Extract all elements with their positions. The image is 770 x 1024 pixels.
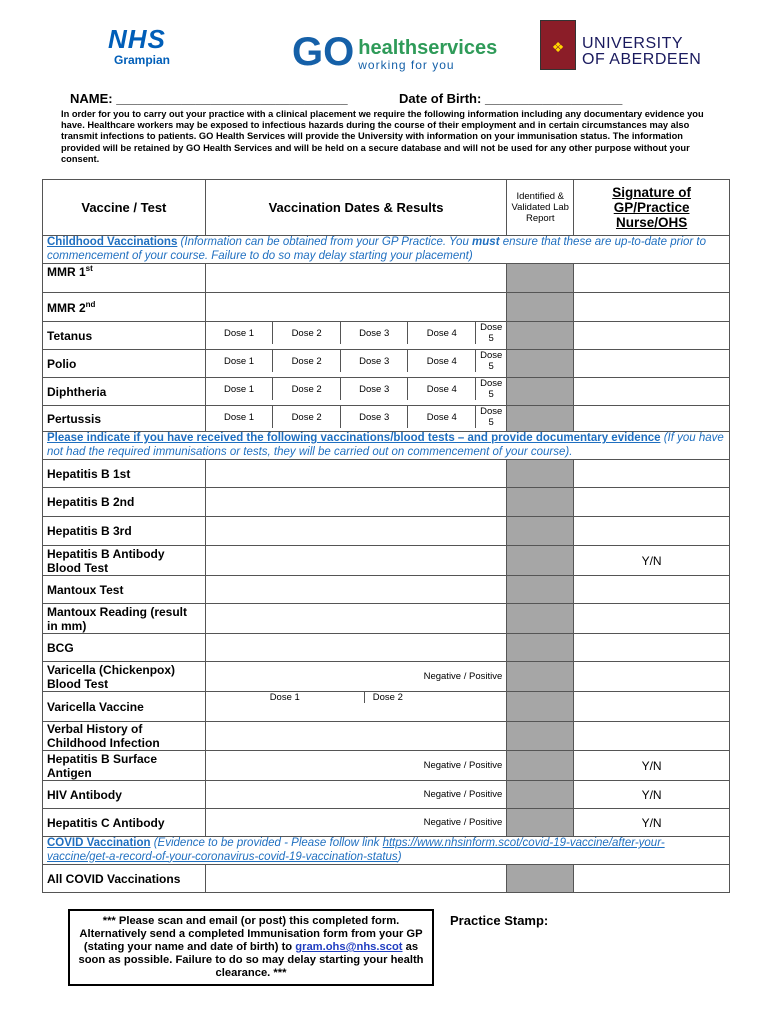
tetanus-dose-5[interactable]: Dose 5	[480, 322, 503, 344]
polio-dose-4[interactable]: Dose 4	[408, 350, 476, 372]
diphtheria-dose-3[interactable]: Dose 3	[340, 378, 408, 400]
varicella-test-result[interactable]: Negative / Positive	[205, 662, 507, 692]
covid-title: COVID Vaccination	[47, 837, 151, 849]
varicella-vaccine-lab	[507, 692, 574, 722]
row-hepb-antibody: Hepatitis B Antibody Blood Test	[43, 546, 206, 576]
tetanus-doses[interactable]	[205, 322, 507, 350]
row-verbal-history: Verbal History of Childhood Infection	[43, 722, 206, 751]
go-name: healthservices	[358, 37, 498, 59]
hepb3-dates[interactable]	[205, 517, 507, 546]
hepb1-sig[interactable]	[574, 460, 730, 488]
bcg-dates[interactable]	[205, 634, 507, 662]
mantoux-dates[interactable]	[205, 576, 507, 604]
row-mantoux: Mantoux Test	[43, 576, 206, 604]
diphtheria-dose-1[interactable]: Dose 1	[206, 378, 273, 400]
mmr2-dates[interactable]	[205, 293, 507, 322]
row-tetanus: Tetanus	[43, 322, 206, 350]
polio-dose-3[interactable]: Dose 3	[340, 350, 408, 372]
hepb-surface-lab	[507, 751, 574, 781]
varicella-vaccine-doses[interactable]	[205, 692, 507, 722]
uni-line1: UNIVERSITY	[582, 35, 684, 52]
row-pertussis: Pertussis	[43, 406, 206, 432]
hepb1-dates[interactable]	[205, 460, 507, 488]
pertussis-dose-1[interactable]: Dose 1	[206, 406, 273, 428]
hepb-surface-yn[interactable]: Y/N	[574, 751, 730, 781]
mantoux-sig[interactable]	[574, 576, 730, 604]
verbal-history-sig[interactable]	[574, 722, 730, 751]
practice-stamp-label: Practice Stamp:	[450, 913, 549, 928]
varicella-vaccine-sig[interactable]	[574, 692, 730, 722]
hepb-antibody-dates[interactable]	[205, 546, 507, 576]
pertussis-dose-5[interactable]: Dose 5	[480, 406, 503, 428]
row-hepb1: Hepatitis B 1st	[43, 460, 206, 488]
row-diphtheria: Diphtheria	[43, 378, 206, 406]
uni-line2: OF ABERDEEN	[582, 51, 702, 68]
childhood-note-a: (Information can be obtained from your GP Practice. You	[177, 236, 473, 248]
hepb-antibody-yn[interactable]: Y/N	[574, 546, 730, 576]
row-bcg: BCG	[43, 634, 206, 662]
childhood-note-b: ensure that these are up-to-date prior to commencement of your course. Failure to do so may delay starting your placement)	[47, 236, 707, 262]
tetanus-dose-1[interactable]: Dose 1	[206, 322, 273, 344]
pertussis-sig[interactable]	[574, 406, 730, 432]
childhood-section	[43, 236, 730, 264]
varicella-test-lab	[507, 662, 574, 692]
nhs-logo-text: NHS	[108, 24, 166, 54]
hepb2-dates[interactable]	[205, 488, 507, 517]
go-tagline: working for you	[358, 58, 455, 72]
covid-close: )	[397, 850, 402, 863]
bcg-lab	[507, 634, 574, 662]
mantoux-reading-lab	[507, 604, 574, 634]
mantoux-lab	[507, 576, 574, 604]
polio-sig[interactable]	[574, 350, 730, 378]
childhood-title: Childhood Vaccinations	[47, 236, 178, 248]
verbal-history-dates[interactable]	[205, 722, 507, 751]
covid-link[interactable]: https://www.nhsinform.scot/covid-19-vaccine/after-your-vaccine/get-a-record-of-your-coronavirus-covid-19-vaccination-status	[47, 837, 665, 863]
row-varicella-vaccine: Varicella Vaccine	[43, 692, 206, 722]
pertussis-doses[interactable]	[205, 406, 507, 432]
hiv-yn[interactable]: Y/N	[574, 781, 730, 809]
varicella-dose-2[interactable]: Dose 2	[372, 692, 403, 703]
nhs-grampian-logo	[108, 25, 188, 67]
row-hepb3: Hepatitis B 3rd	[43, 517, 206, 546]
indicate-section	[43, 432, 730, 460]
row-hepc: Hepatitis C Antibody	[43, 809, 206, 837]
covid-note: (Evidence to be provided - Please follow link	[150, 837, 383, 849]
diphtheria-dose-2[interactable]: Dose 2	[273, 378, 341, 400]
mantoux-reading-sig[interactable]	[574, 604, 730, 634]
mantoux-reading-dates[interactable]	[205, 604, 507, 634]
dob-field[interactable]: Date of Birth: ___________________	[399, 91, 623, 106]
row-mmr2: MMR 2nd	[43, 293, 206, 322]
varicella-test-sig[interactable]	[574, 662, 730, 692]
crest-icon: ❖	[540, 20, 576, 70]
mmr1-dates[interactable]	[205, 264, 507, 293]
tetanus-sig[interactable]	[574, 322, 730, 350]
mmr2-sig[interactable]	[574, 293, 730, 322]
diphtheria-dose-4[interactable]: Dose 4	[408, 378, 476, 400]
pertussis-dose-3[interactable]: Dose 3	[340, 406, 408, 428]
col-dates: Vaccination Dates & Results	[205, 180, 507, 236]
childhood-must: must	[472, 236, 500, 248]
bcg-sig[interactable]	[574, 634, 730, 662]
tetanus-dose-3[interactable]: Dose 3	[340, 322, 408, 344]
go-health-logo	[292, 30, 498, 74]
polio-dose-2[interactable]: Dose 2	[273, 350, 341, 372]
hiv-lab	[507, 781, 574, 809]
intro-text: In order for you to carry out your practice with a clinical placement we require the following information including any documentary evidence you have. Healthcare workers may be exposed to infectious hazards during the course of their employment and in certain circumstances may also transmit infections to patients. GO Health Services will provide the University with information on your immunisation status. The information provided will be retained by GO Health Services and will be held on a secure database and will not be used for any other purpose without your consent.	[61, 109, 704, 164]
hepc-yn[interactable]: Y/N	[574, 809, 730, 837]
mmr1-lab	[507, 264, 574, 293]
indicate-note: (If you have not had the required immunisations or tests, they will be carried out on commencement of your course).	[47, 432, 724, 458]
immunisation-table	[42, 179, 730, 893]
pertussis-dose-2[interactable]: Dose 2	[273, 406, 341, 428]
tetanus-dose-2[interactable]: Dose 2	[273, 322, 341, 344]
row-all-covid: All COVID Vaccinations	[43, 865, 206, 893]
all-covid-sig[interactable]	[574, 865, 730, 893]
polio-dose-5[interactable]: Dose 5	[480, 350, 503, 372]
indicate-title: Please indicate if you have received the following vaccinations/blood tests – and provide documentary evidence	[47, 432, 661, 444]
diphtheria-lab	[507, 378, 574, 406]
instructions-note	[68, 909, 434, 986]
tetanus-dose-4[interactable]: Dose 4	[408, 322, 476, 344]
hepb-antibody-lab	[507, 546, 574, 576]
row-hepb-surface: Hepatitis B Surface Antigen	[43, 751, 206, 781]
pertussis-lab	[507, 406, 574, 432]
varicella-dose-1[interactable]: Dose 1	[206, 692, 365, 703]
hepc-lab	[507, 809, 574, 837]
go-mark: GO	[292, 30, 355, 74]
row-hiv: HIV Antibody	[43, 781, 206, 809]
name-field[interactable]: NAME: ________________________________	[70, 91, 348, 106]
row-mmr1: MMR 1st	[43, 264, 206, 293]
diphtheria-dose-5[interactable]: Dose 5	[480, 378, 503, 400]
nhs-logo-sub: Grampian	[114, 53, 171, 67]
hepb1-lab	[507, 460, 574, 488]
tetanus-lab	[507, 322, 574, 350]
email-link[interactable]: gram.ohs@nhs.scot	[295, 941, 403, 953]
hepb-surface-result[interactable]: Negative / Positive	[205, 751, 507, 781]
mmr1-sig[interactable]	[574, 264, 730, 293]
all-covid-dates[interactable]	[205, 865, 507, 893]
row-hepb2: Hepatitis B 2nd	[43, 488, 206, 517]
hepb2-lab	[507, 488, 574, 517]
hepb3-sig[interactable]	[574, 517, 730, 546]
row-varicella-test: Varicella (Chickenpox) Blood Test	[43, 662, 206, 692]
hepb2-sig[interactable]	[574, 488, 730, 517]
logo-bar	[0, 20, 770, 82]
covid-section	[43, 837, 730, 865]
col-signature: Signature of GP/Practice Nurse/OHS	[574, 180, 730, 236]
polio-dose-1[interactable]: Dose 1	[206, 350, 273, 372]
col-lab: Identified & Validated Lab Report	[507, 180, 574, 236]
hepb3-lab	[507, 517, 574, 546]
mmr2-lab	[507, 293, 574, 322]
polio-doses[interactable]	[205, 350, 507, 378]
verbal-history-lab	[507, 722, 574, 751]
row-mantoux-reading: Mantoux Reading (result in mm)	[43, 604, 206, 634]
diphtheria-sig[interactable]	[574, 378, 730, 406]
note-line-a: *** Please scan and email (or post) this completed form. Alternatively send a completed Immunisation form from your GP (stating your name and date of birth) to	[79, 915, 423, 953]
polio-lab	[507, 350, 574, 378]
pertussis-dose-4[interactable]: Dose 4	[408, 406, 476, 428]
note-line-b: as soon as possible. Failure to do so may delay starting your health clearance. ***	[78, 941, 424, 979]
hiv-result[interactable]: Negative / Positive	[205, 781, 507, 809]
all-covid-lab	[507, 865, 574, 893]
row-polio: Polio	[43, 350, 206, 378]
diphtheria-doses[interactable]	[205, 378, 507, 406]
hepc-result[interactable]: Negative / Positive	[205, 809, 507, 837]
university-logo	[540, 20, 701, 70]
col-vaccine: Vaccine / Test	[43, 180, 206, 236]
